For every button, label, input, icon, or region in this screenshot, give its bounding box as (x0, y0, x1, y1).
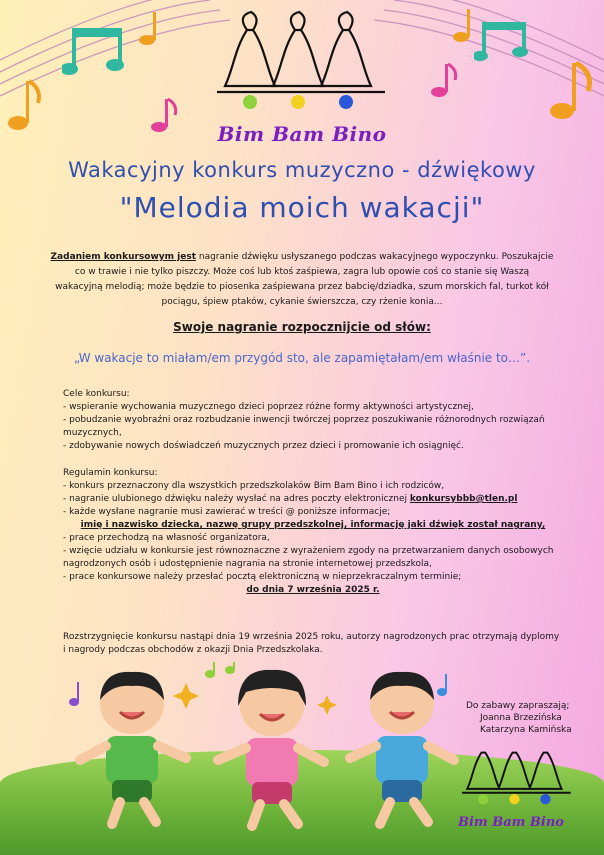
rule-item: - wzięcie udziału w konkursie jest równoznaczne z wyrażeniem zgody na przetwarzaniem danych osobowych nagrodzonych osób i udostępnienie nagrania na stronie internetowej przedszkola, (63, 546, 554, 569)
goals-section (63, 388, 563, 453)
deadline: do dnia 7 września 2025 r. (246, 585, 380, 595)
rule-item: - prace przechodzą na własność organizatora, (63, 533, 270, 543)
rule-item: - prace konkursowe należy przesłać pocztą elektroniczną w nieprzekraczalnym terminie; (63, 572, 462, 582)
music-note-icon (452, 5, 482, 45)
start-quote: „W wakacje to miałam/em przygód sto, ale zapamiętałam/em właśnie to…”. (73, 351, 531, 365)
contest-subtitle: Wakacyjny konkurs muzyczno - dźwiękowy (68, 158, 536, 182)
intro-text: nagranie dźwięku usłyszanego podczas wakacyjnego wypoczynku. Poszukajcie co w trawie i nie tylko piszczy. Może coś lub ktoś zaśpiewa, zagra lub opowie coś co stanie się Waszą wakacyjną melodią; może będzie to piosenka zaśpiewana przez babcię/dziadka, szum morskich fal, turkot kół pociągu, śpiew ptaków, cykanie świerszcza, czy rżenie konia... (55, 252, 554, 307)
contest-email-link[interactable]: konkursybbb@tlen.pl (409, 494, 518, 504)
organizer-name: Joanna Brzezińska (480, 713, 562, 723)
rule-item-text: - nagranie ulubionego dźwięku należy wysłać na adres poczty elektronicznej (63, 494, 410, 504)
organizer-name: Katarzyna Kamińska (480, 725, 572, 735)
signoff-invite: Do zabawy zapraszają; (466, 701, 570, 711)
start-heading: Swoje nagranie rozpocznijcie od słów: (173, 320, 431, 334)
required-info: imię i nazwisko dziecka, nazwę grupy przedszkolnej, informację jaki dźwięk został nagrany, (80, 520, 546, 530)
grass-field (0, 750, 604, 855)
rule-item (63, 493, 563, 506)
intro-lead: Zadaniem konkursowym jest (50, 252, 196, 262)
contest-title: "Melodia moich wakacji" (119, 191, 485, 224)
goal-item: - pobudzanie wyobraźni oraz rozbudzanie inwencji twórczej poprzez poszukiwanie różnorodnych rozwiązań muzycznych, (63, 415, 545, 438)
goal-item: - zdobywanie nowych doświadczeń muzycznych przez dzieci i promowanie ich osiągnięć. (63, 441, 464, 451)
beamed-note-icon (474, 18, 534, 68)
signoff (466, 700, 572, 736)
result-paragraph: Rozstrzygnięcie konkursu nastąpi dnia 19 września 2025 roku, autorzy nagrodzonych prac otrzymają dyplomy i nagrody podczas obchodów z okazji Dnia Przedszkolaka. (63, 632, 560, 655)
rule-item: - konkurs przeznaczony dla wszystkich przedszkolaków Bim Bam Bino i ich rodziców, (63, 481, 445, 491)
music-note-icon (138, 8, 168, 48)
goals-heading: Cele konkursu: (63, 389, 130, 399)
bells-logo-icon (217, 8, 387, 118)
rule-item: - każde wysłane nagranie musi zawierać w treści @ poniższe informacje; (63, 507, 391, 517)
brand-name: Bim Bam Bino (217, 122, 387, 146)
beamed-note-icon (62, 22, 132, 82)
music-note-icon (430, 60, 460, 100)
goal-item: - wspieranie wychowania muzycznego dzieci poprzez różne formy aktywności artystycznej, (63, 402, 474, 412)
intro-paragraph (50, 250, 554, 310)
music-note-icon (548, 55, 598, 125)
brand-name-small: Bim Bam Bino (458, 815, 564, 830)
rules-heading: Regulamin konkursu: (63, 468, 158, 478)
rules-section (63, 467, 563, 597)
